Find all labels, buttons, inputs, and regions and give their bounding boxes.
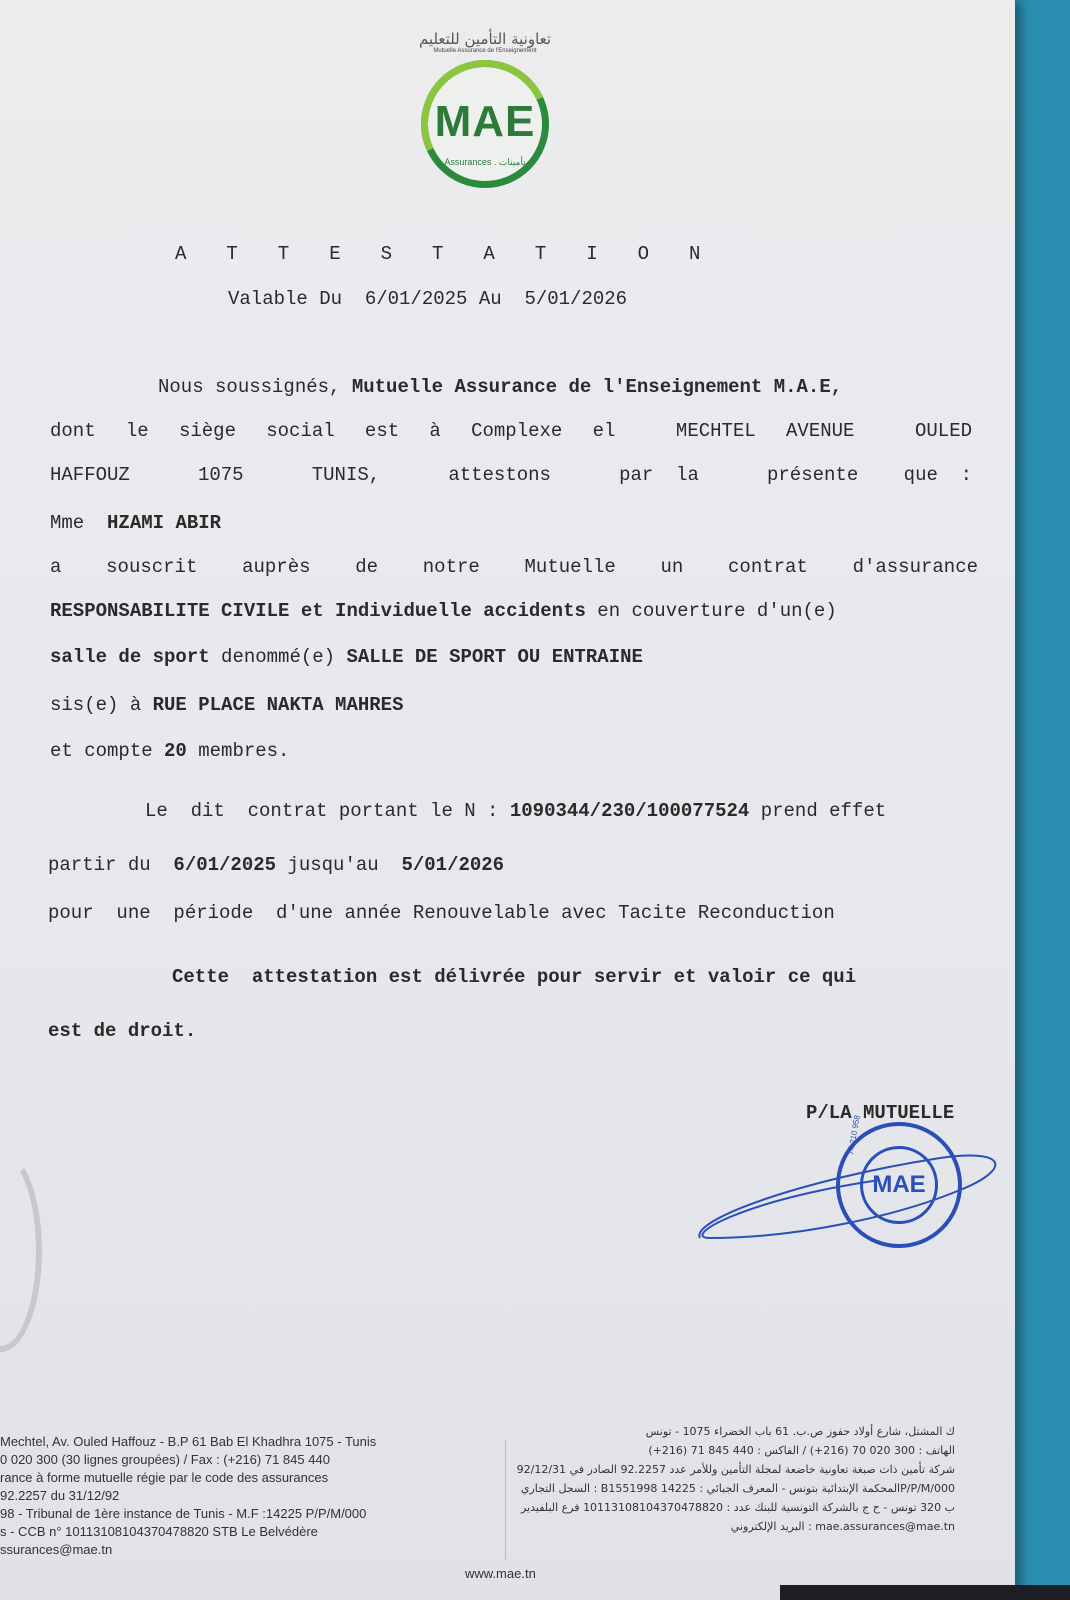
activity-name: SALLE DE SPORT OU ENTRAINE	[346, 646, 643, 668]
footer-right-line: البريد الإلكتروني : mae.assurances@mae.tn	[730, 1520, 955, 1533]
contract-tail: prend effet	[749, 800, 887, 822]
footer-right-line: السجل التجاري : B1551998 المحكمة الإبتدائية بتونس - المعرف الجبائي : 14225P/P/M/000	[520, 1482, 955, 1495]
footer-website: www.mae.tn	[465, 1566, 536, 1581]
footer-left-line: ssurances@mae.tn	[0, 1542, 113, 1557]
activity-line	[50, 646, 643, 668]
closing-line-1: Cette attestation est délivrée pour servir et valoir ce qui	[172, 966, 857, 988]
address-line	[50, 694, 403, 716]
logo-mark: MAE	[434, 97, 536, 146]
activity: salle de sport	[50, 646, 210, 668]
footer-right-line: شركة تأمين ذات صبغة تعاونية خاضعة لمجلة التأمين وللأمر عدد 92.2257 الصادر في 92/12/31	[516, 1463, 955, 1476]
signature-label: P/LA MUTUELLE	[806, 1102, 955, 1124]
footer-right-line: ب 320 تونس - ح ج بالشركة التونسية للبنك عدد : 10113108104370478820 فرع البلفيدير	[521, 1501, 955, 1514]
end-date: 5/01/2026	[401, 854, 505, 876]
logo-arabic-name: تعاونية التأمين للتعليم	[418, 30, 552, 48]
paragraph-1-line-3: HAFFOUZ 1075 TUNIS, attestons par la présente que :	[50, 464, 972, 486]
footer-right	[495, 1422, 955, 1536]
validity-period: Valable Du 6/01/2025 Au 5/01/2026	[228, 288, 628, 310]
coverage-line	[50, 600, 837, 622]
contract-number: 1090344/230/100077524	[509, 800, 750, 822]
logo-french-name: Mutuelle Assurance de l'Enseignement	[433, 48, 537, 54]
address: RUE PLACE NAKTA MAHRES	[152, 694, 404, 716]
until-text: jusqu'au	[276, 854, 402, 876]
sis-text: sis(e) à	[50, 694, 153, 716]
document-title: ATTESTATION	[175, 243, 741, 265]
footer-left-line: 98 - Tribunal de 1ère instance de Tunis - M.F :14225 P/P/M/000	[0, 1506, 367, 1521]
footer-left-line: rance à forme mutuelle régie par le code des assurances	[0, 1470, 329, 1485]
logo-ring-icon	[421, 60, 549, 188]
paragraph-1-line-1	[158, 376, 842, 398]
members-pre: et compte	[50, 740, 165, 762]
stamp-mark: MAE	[860, 1146, 938, 1224]
intro-text: Nous soussignés,	[158, 376, 352, 398]
denomme-text: denommé(e)	[209, 646, 347, 668]
footer-left-line: Mechtel, Av. Ouled Haffouz - B.P 61 Bab El Khadhra 1075 - Tunis	[0, 1434, 377, 1449]
dates-line	[48, 854, 504, 876]
coverage-type: RESPONSABILITE CIVILE et Individuelle accidents	[50, 600, 586, 622]
contract-lead: Le dit contrat portant le N :	[145, 800, 510, 822]
contract-line	[145, 800, 886, 822]
insured-name: HZAMI ABIR	[107, 512, 222, 534]
stamp-number: 74 210 958	[846, 1114, 862, 1156]
from-text: partir du	[48, 854, 174, 876]
members-count: 20	[164, 740, 187, 762]
start-date: 6/01/2025	[173, 854, 277, 876]
footer-left	[0, 1433, 376, 1559]
logo-subtitle: Assurances . تأمينات	[444, 157, 526, 167]
footer-left-line: 92.2257 du 31/12/92	[0, 1488, 120, 1503]
closing-line-2: est de droit.	[48, 1020, 197, 1042]
period-line: pour une période d'une année Renouvelable avec Tacite Reconduction	[48, 902, 835, 924]
footer-left-line: s - CCB n° 10113108104370478820 STB Le Belvédère	[0, 1524, 318, 1539]
footer-right-line: ك المشتل، شارع أولاد حفوز ص.ب. 61 باب الخضراء 1075 - تونس	[645, 1425, 955, 1438]
footer-left-line: 0 020 300 (30 lignes groupées) / Fax : (+216) 71 845 440	[0, 1452, 330, 1467]
paragraph-2-line-1: a souscrit auprès de notre Mutuelle un contrat d'assurance	[50, 556, 978, 578]
company-stamp	[836, 1114, 962, 1248]
insured-line	[50, 512, 221, 534]
coverage-tail: en couverture d'un(e)	[585, 600, 837, 622]
members-line	[50, 740, 289, 762]
background-strip	[780, 1585, 1070, 1600]
paragraph-1-line-2: dont le siège social est à Complexe el MECHTEL AVENUE OULED	[50, 420, 972, 442]
civility: Mme	[50, 512, 85, 534]
members-post: membres.	[186, 740, 290, 762]
decorative-arc	[0, 1150, 42, 1352]
footer-right-line: الهاتف : 300 020 70 (216+) / الفاكس : 440 845 71 (216+)	[648, 1444, 955, 1457]
company-name: Mutuelle Assurance de l'Enseignement M.A.E,	[351, 376, 843, 398]
mae-logo	[405, 30, 565, 210]
